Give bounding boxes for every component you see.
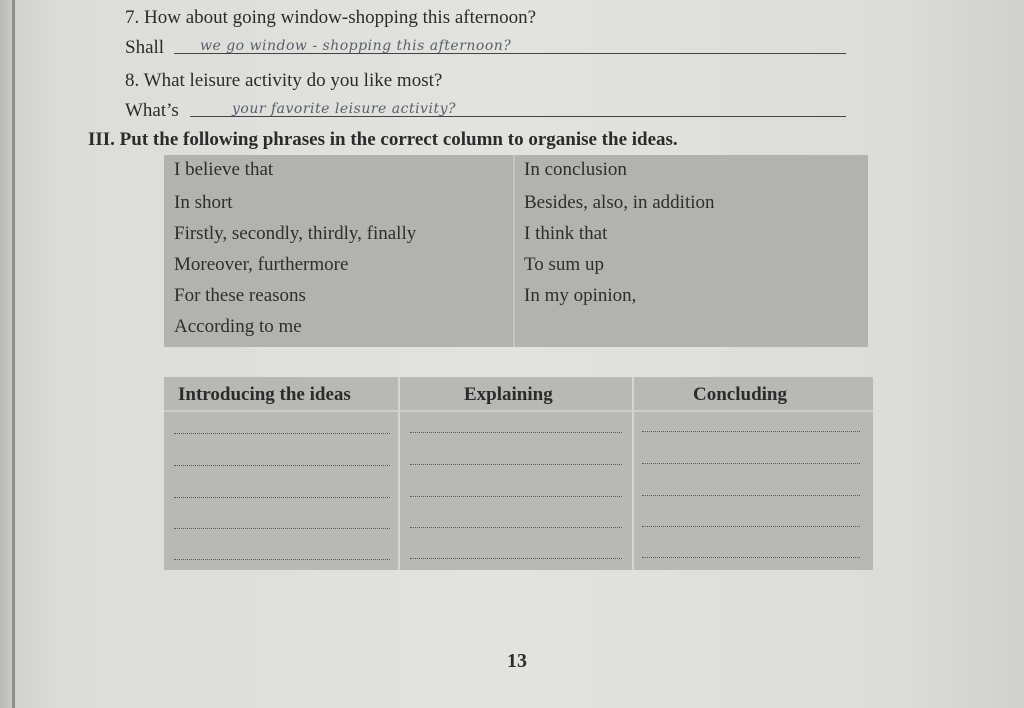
answer-line[interactable] xyxy=(642,557,860,558)
column-divider xyxy=(398,377,400,570)
answer-line[interactable] xyxy=(410,432,622,433)
answer-line[interactable] xyxy=(410,464,622,465)
answer-line[interactable] xyxy=(174,433,390,434)
answer-line[interactable] xyxy=(642,431,860,432)
question-7-lead: Shall xyxy=(125,37,165,58)
phrase-cell: Besides, also, in addition xyxy=(524,192,715,213)
answer-line[interactable] xyxy=(642,526,860,527)
answer-line[interactable] xyxy=(642,495,860,496)
answer-line[interactable] xyxy=(410,527,622,528)
question-8-handwritten-answer[interactable]: your favorite leisure activity? xyxy=(232,101,456,117)
column-header-concluding: Concluding xyxy=(693,384,787,405)
question-7-prompt: 7. How about going window-shopping this afternoon? xyxy=(125,7,537,28)
question-8-prompt: 8. What leisure activity do you like most? xyxy=(125,70,443,91)
page-number: 13 xyxy=(507,650,527,672)
exercise-3-heading: III. Put the following phrases in the correct column to organise the ideas. xyxy=(88,129,678,150)
answer-line[interactable] xyxy=(174,528,390,529)
phrase-cell-empty xyxy=(514,312,868,347)
phrase-cell: I believe that xyxy=(174,159,274,180)
question-8-lead: What’s xyxy=(125,100,179,121)
phrase-cell: In conclusion xyxy=(524,159,627,180)
phrase-cell: I think that xyxy=(524,223,608,244)
book-spine-shadow xyxy=(12,0,15,708)
answer-line[interactable] xyxy=(410,558,622,559)
phrase-cell: To sum up xyxy=(524,254,604,275)
phrase-cell: According to me xyxy=(174,316,302,337)
sorting-table xyxy=(164,377,873,570)
phrase-cell: Moreover, furthermore xyxy=(174,254,349,275)
column-header-explaining: Explaining xyxy=(464,384,553,405)
header-separator xyxy=(164,410,873,412)
answer-line[interactable] xyxy=(410,496,622,497)
answer-line[interactable] xyxy=(174,497,390,498)
phrase-cell: Firstly, secondly, thirdly, finally xyxy=(174,223,417,244)
question-7-handwritten-answer[interactable]: we go window - shopping this afternoon? xyxy=(200,38,512,54)
answer-line[interactable] xyxy=(642,463,860,464)
phrase-cell: In short xyxy=(174,192,233,213)
answer-line[interactable] xyxy=(174,465,390,466)
phrase-table-divider xyxy=(513,155,515,347)
phrase-cell: For these reasons xyxy=(174,285,306,306)
column-divider xyxy=(632,377,634,570)
column-header-introducing: Introducing the ideas xyxy=(178,384,351,405)
answer-line[interactable] xyxy=(174,559,390,560)
phrase-table xyxy=(164,155,868,347)
phrase-cell: In my opinion, xyxy=(524,285,637,306)
